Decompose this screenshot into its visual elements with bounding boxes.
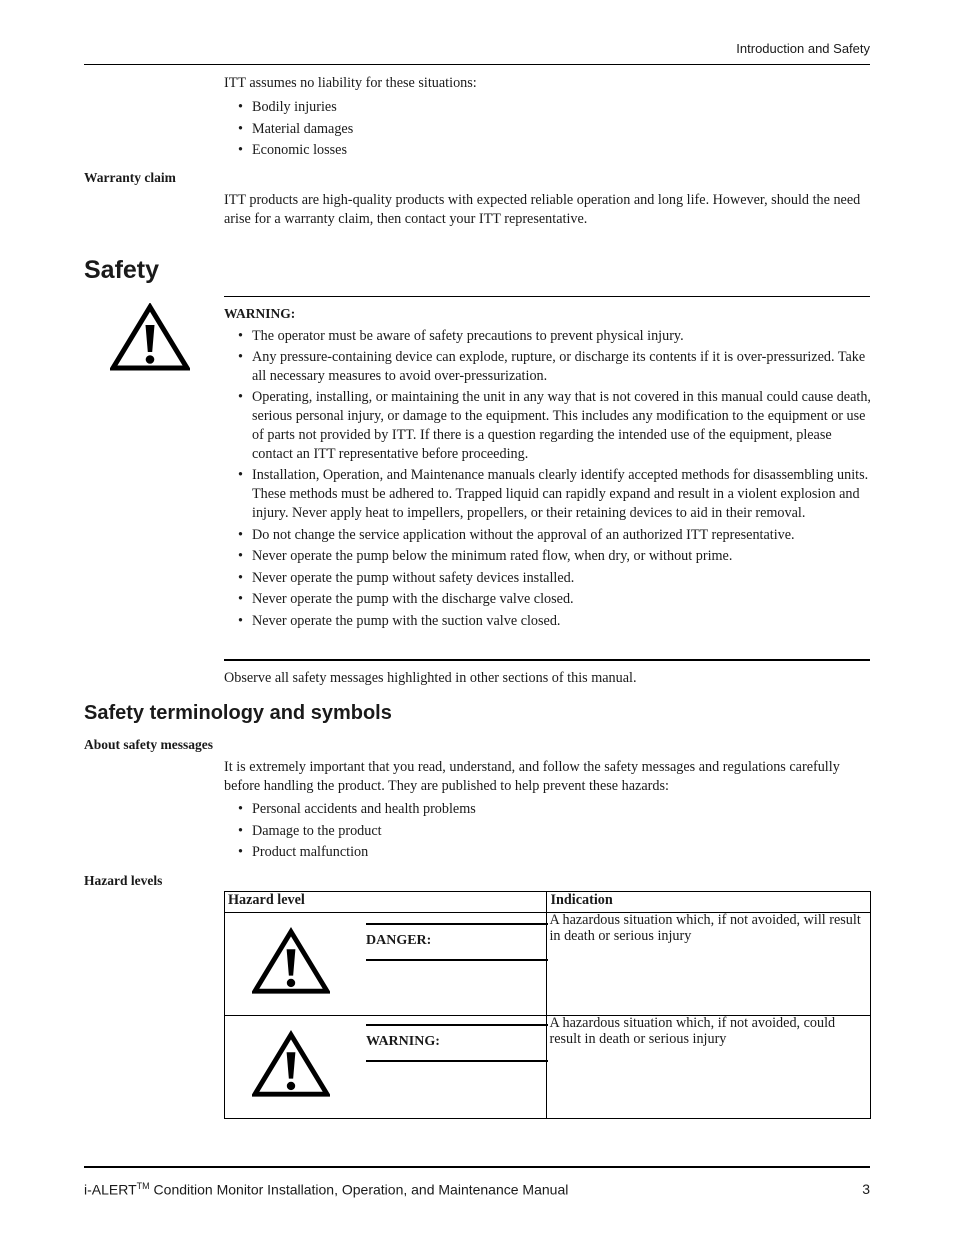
hazard-list [224,800,870,862]
footer-manual-title [84,1181,568,1198]
observe-text: Observe all safety messages highlighted in other sections of this manual. [224,670,637,686]
signal-word-warning: WARNING: [366,1034,440,1049]
list-item: • The operator must be aware of safety precautions to prevent physical injury. [224,327,874,346]
list-item: • Bodily injuries [224,98,870,117]
page-number: 3 [862,1181,870,1197]
warning-list [224,327,874,631]
about-heading: About safety messages [84,737,213,752]
list-item: • Do not change the service application without the approval of an authorized ITT representative. [224,526,874,545]
list-item: • Never operate the pump below the minimum rated flow, when dry, or without prime. [224,547,874,566]
header-rule [84,64,870,65]
warning-box-bottom-rule [224,659,870,661]
list-item: • Installation, Operation, and Maintenance manuals clearly identify accepted methods for disassembling units. These methods must be adhered to. Trapped liquid can rapidly expand and result in a violent explosion and injury. Never apply heat to impellers, propellers, or their retaining devices to aid in their removal. [224,466,874,523]
list-item: • Damage to the product [224,822,870,841]
list-item: • Material damages [224,120,870,139]
danger-signal-box [366,923,548,961]
list-item: • Economic losses [224,141,870,160]
manual-title: Condition Monitor Installation, Operation, and Maintenance Manual [149,1181,569,1198]
hazard-levels-heading: Hazard levels [84,873,163,888]
list-item: • Product malfunction [224,843,870,862]
indication-cell: A hazardous situation which, if not avoided, could result in death or serious injury [547,1016,871,1119]
about-text: It is extremely important that you read, understand, and follow the safety messages and regulations carefully before handling the product. They are published to help prevent these hazards: [224,759,840,794]
list-item: • Operating, installing, or maintaining the unit in any way that is not covered in this manual could cause death, serious personal injury, or damage to the equipment. This includes any modification to the equipment or use of parts not provided by ITT. If there is a question regarding the intended use of the equipment, please contact an ITT representative before proceeding. [224,388,874,464]
warning-triangle-icon [252,927,330,995]
column-header-hazard-level: Hazard level [225,892,547,913]
running-header: Introduction and Safety [736,41,870,56]
hazard-level-cell [225,1016,547,1119]
warning-box-top-rule [224,296,870,297]
column-header-indication: Indication [547,892,871,913]
warning-triangle-icon [252,1030,330,1098]
list-item: • Never operate the pump with the suction valve closed. [224,612,874,631]
product-name: i-ALERT [84,1181,137,1198]
list-item: • Personal accidents and health problems [224,800,870,819]
footer-rule [84,1166,870,1168]
table-row [225,913,871,1016]
section-title-safety: Safety [84,256,160,284]
warranty-heading: Warranty claim [84,170,176,185]
warning-signal-box [366,1024,548,1062]
warranty-text: ITT products are high-quality products with expected reliable operation and long life. However, should the need arise for a warranty claim, then contact your ITT representative. [224,192,861,227]
subsection-title-terminology: Safety terminology and symbols [84,702,392,724]
indication-cell: A hazardous situation which, if not avoided, will result in death or serious injury [547,913,871,1016]
liability-intro: ITT assumes no liability for these situations: [224,75,477,91]
hazard-level-cell [225,913,547,1016]
table-row [225,1016,871,1119]
list-item: • Never operate the pump with the discharge valve closed. [224,590,874,609]
trademark-mark: TM [136,1181,150,1191]
table-header-row [225,892,871,913]
warning-label: WARNING: [224,306,296,321]
list-item: • Any pressure-containing device can explode, rupture, or discharge its contents if it is over-pressurized. Take all necessary measures to avoid over-pressurization. [224,348,874,386]
liability-list [224,98,870,160]
signal-word-danger: DANGER: [366,933,432,948]
warning-triangle-icon [110,303,190,371]
hazard-levels-table [224,891,871,1119]
list-item: • Never operate the pump without safety devices installed. [224,569,874,588]
